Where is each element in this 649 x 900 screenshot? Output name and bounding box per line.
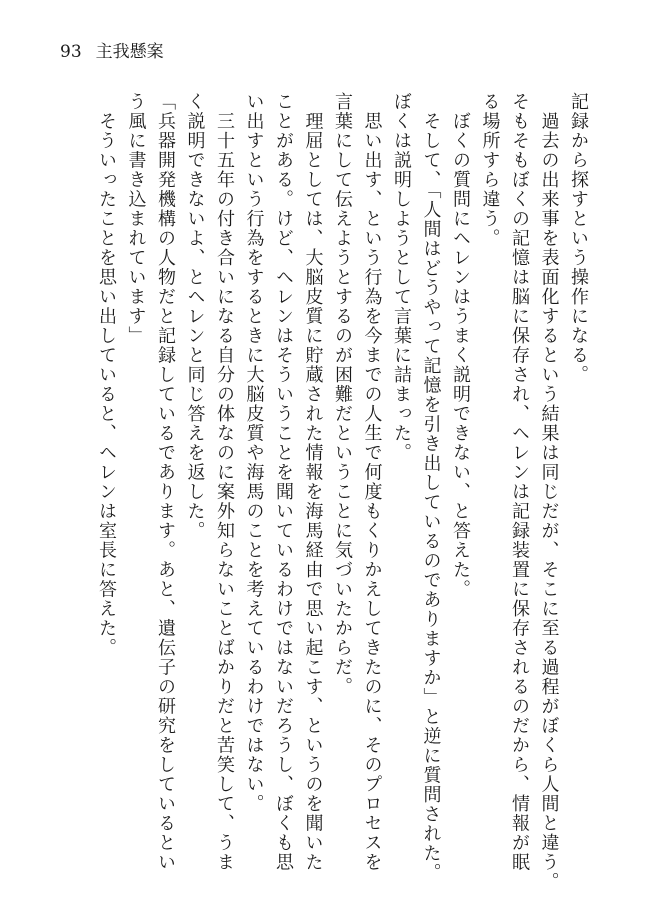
text-line: ことがある。けど、ヘレンはそういうことを聞いているわけではないだろうし、ぼくも思 (273, 92, 294, 872)
text-line: 「兵器開発機構の人物だと記録しているであります。あと、遺伝子の研究をしているとい (155, 92, 176, 872)
page-number: 93 (60, 42, 82, 62)
text-line: 理屈としては、大脳皮質に貯蔵された情報を海馬経由で思い起こす、というのを聞いた (302, 92, 324, 872)
text-line: そして、「人間はどうやって記憶を引き出しているのでありますか」と逆に質問された。 (420, 92, 442, 883)
text-line: 三十五年の付き合いになる自分の体なのに案外知らないことばかりだと苦笑して、うま (214, 92, 235, 872)
text-line: そもそもぼくの記憶は脳に保存され、ヘレンは記録装置に保存されるのだから、情報が眠 (509, 92, 530, 872)
text-line: ぼくの質問にヘレンはうまく説明できない、と答えた。 (450, 92, 471, 599)
text-line: そういったことを思い出していると、ヘレンは室長に答えた。 (96, 92, 117, 658)
text-line: 過去の出来事を表面化するという結果は同じだが、そこに至る過程がぼくら人間と違う。 (538, 92, 560, 892)
running-title: 主我懸案 (95, 42, 164, 62)
text-line: る場所すら違う。 (479, 92, 501, 248)
text-line: 記録から探すという操作になる。 (568, 92, 589, 385)
text-line: い出すという行為をするときに大脳皮質や海馬のことを考えているわけではない。 (243, 92, 265, 814)
text-line: ぼくは説明しようとして言葉に詰まった。 (391, 92, 412, 463)
text-line: 言葉にして伝えようとするのが困難だということに気づいたからだ。 (332, 92, 353, 697)
text-line: う風に書き込まれています」 (125, 92, 147, 346)
page-header (60, 40, 164, 64)
body-text (53, 92, 593, 892)
text-line: く説明できないよ、とヘレンと同じ答えを返した。 (184, 92, 206, 541)
text-line: 思い出す、という行為を今までの人生で何度もくりかえしてきたのに、そのプロセスを (361, 92, 383, 872)
